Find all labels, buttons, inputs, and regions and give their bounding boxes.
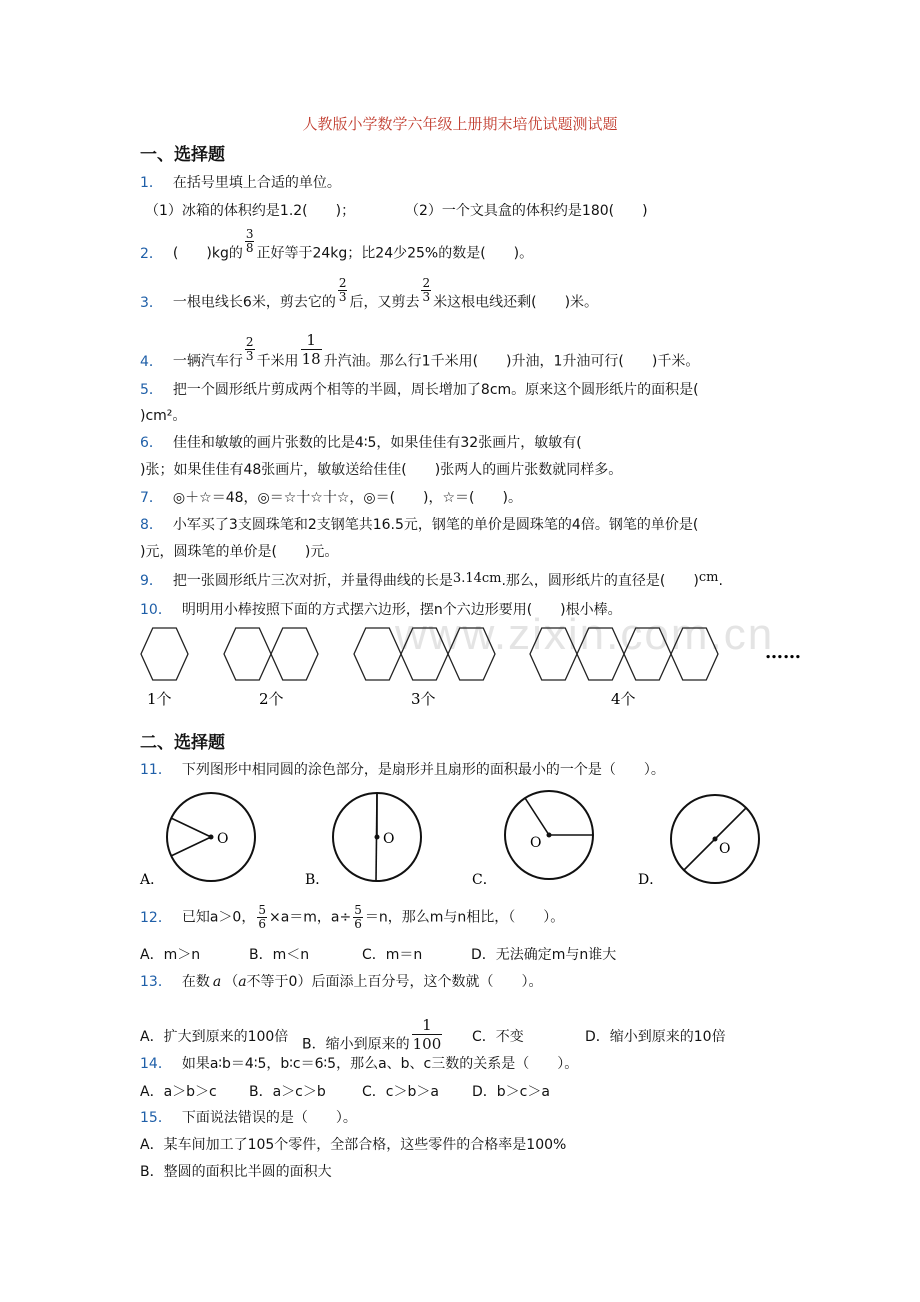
question-10 bbox=[140, 599, 622, 619]
option-c: C．不变 bbox=[472, 1029, 524, 1045]
question-text: 一根电线长6米，剪去它的 bbox=[172, 294, 336, 311]
question-12 bbox=[140, 904, 564, 931]
hexagon-4-4 bbox=[671, 628, 718, 680]
question-number: 5． bbox=[140, 382, 163, 398]
center-label: O bbox=[217, 831, 229, 847]
question-14 bbox=[140, 1053, 578, 1073]
question-8-line-2: )元，圆珠笔的单价是( )元。 bbox=[140, 544, 339, 560]
variable: a bbox=[212, 974, 222, 990]
hexagon-3-3 bbox=[448, 628, 495, 680]
question-text: 在数 bbox=[181, 974, 210, 990]
circle-options-figure bbox=[135, 785, 775, 890]
option-c: C．m＝n bbox=[362, 947, 423, 963]
question-1 bbox=[140, 172, 341, 192]
fraction: $\frac{2}{3}$ bbox=[338, 276, 347, 304]
fraction: $\frac{5}{6}$ bbox=[354, 903, 362, 931]
hexagon-2-1 bbox=[224, 628, 271, 680]
option-a: A．m＞n bbox=[140, 947, 201, 963]
question-text: 下面说法错误的是（ ）。 bbox=[181, 1110, 357, 1126]
question-5-line-2: )cm²。 bbox=[140, 408, 187, 424]
question-number: 12． bbox=[140, 909, 172, 926]
center-label: O bbox=[719, 841, 731, 857]
fraction: $\frac{1}{100}$ bbox=[412, 1016, 442, 1053]
center-dot bbox=[713, 837, 718, 842]
question-3 bbox=[140, 276, 599, 316]
question-text: 佳佳和敏敏的画片张数的比是4∶5，如果佳佳有32张画片，敏敏有( bbox=[172, 435, 582, 451]
question-text-end: 升汽油。那么行1千米用( )升油，1升油可行( )千米。 bbox=[323, 353, 700, 370]
question-8 bbox=[140, 514, 698, 534]
radius-line bbox=[171, 818, 211, 837]
question-13 bbox=[140, 971, 542, 991]
question-text-end: 不等于0）后面添上百分号，这个数就（ ）。 bbox=[246, 974, 543, 990]
question-text: 把一张圆形纸片三次对折，并量得曲线的长是 bbox=[172, 573, 453, 589]
fraction: $\frac{2}{3}$ bbox=[245, 335, 254, 363]
question-15 bbox=[140, 1107, 357, 1127]
document-title: 人教版小学数学六年级上册期末培优试题测试题 bbox=[302, 115, 618, 133]
question-text-mid: ×a＝m，a÷ bbox=[268, 909, 352, 926]
question-text: 在括号里填上合适的单位。 bbox=[172, 175, 341, 191]
option-label-c: C． bbox=[472, 872, 497, 888]
option-a: A．a＞b＞c bbox=[140, 1084, 217, 1100]
question-number: 3． bbox=[140, 294, 163, 311]
option-b-text: B．缩小到原来的 bbox=[302, 1036, 410, 1053]
question-9 bbox=[140, 570, 723, 590]
question-1-part-1: （1）冰箱的体积约是1.2( )； bbox=[145, 203, 356, 219]
option-label-b: B． bbox=[305, 872, 330, 888]
question-number: 10． bbox=[140, 602, 172, 618]
question-text-end: ＝n，那么m与n相比，（ ）。 bbox=[364, 909, 565, 926]
hex-label-3: 3个 bbox=[411, 690, 436, 708]
question-number: 14． bbox=[140, 1056, 172, 1072]
question-text-mid: 后，又剪去 bbox=[349, 294, 420, 311]
fraction: $\frac{3}{8}$ bbox=[245, 227, 254, 255]
hexagon-figure bbox=[135, 620, 835, 715]
question-text: 把一个圆形纸片剪成两个相等的半圆，周长增加了8cm。原来这个圆形纸片的面积是( bbox=[172, 382, 699, 398]
question-1-part-2: （2）一个文具盒的体积约是180( ) bbox=[405, 203, 648, 219]
question-4 bbox=[140, 331, 700, 380]
question-number: 6． bbox=[140, 435, 163, 451]
question-5 bbox=[140, 379, 699, 399]
question-number: 1． bbox=[140, 175, 163, 191]
hexagon-3-2 bbox=[401, 628, 448, 680]
section-heading-1: 一、选择题 bbox=[140, 145, 225, 165]
hexagon-2-2 bbox=[271, 628, 318, 680]
hexagon-3-1 bbox=[354, 628, 401, 680]
hexagon-4-2 bbox=[577, 628, 624, 680]
center-dot bbox=[375, 835, 380, 840]
question-number: 13． bbox=[140, 974, 172, 990]
question-number: 11． bbox=[140, 762, 172, 778]
question-text: 下列图形中相同圆的涂色部分，是扇形并且扇形的面积最小的一个是（ ）。 bbox=[181, 762, 665, 778]
question-number: 2． bbox=[140, 245, 163, 262]
option-a: A．某车间加工了105个零件，全部合格，这些零件的合格率是100% bbox=[140, 1137, 567, 1153]
hexagon-4-3 bbox=[624, 628, 671, 680]
question-6-line-2: )张；如果佳佳有48张画片，敏敏送给佳佳( )张两人的画片张数就同样多。 bbox=[140, 462, 623, 478]
center-label: O bbox=[530, 835, 542, 851]
question-text: 已知a＞0， bbox=[181, 909, 256, 926]
option-c: C．c＞b＞a bbox=[362, 1084, 439, 1100]
question-2 bbox=[140, 227, 534, 267]
option-a: A．扩大到原来的100倍 bbox=[140, 1029, 289, 1045]
hexagon-4-1 bbox=[530, 628, 577, 680]
fraction: $\frac{2}{3}$ bbox=[422, 276, 431, 304]
question-number: 15． bbox=[140, 1110, 172, 1126]
question-text-mid: 千米用 bbox=[256, 353, 299, 370]
center-label: O bbox=[383, 831, 395, 847]
question-number: 7． bbox=[140, 490, 163, 506]
radius-line bbox=[171, 837, 211, 856]
question-text-mid: .那么，圆形纸片的直径是( ) bbox=[501, 573, 699, 589]
radius-line bbox=[525, 798, 549, 835]
section-heading-2: 二、选择题 bbox=[140, 733, 225, 753]
center-dot bbox=[209, 835, 214, 840]
question-text: 明明用小棒按照下面的方式摆六边形，摆n个六边形要用( )根小棒。 bbox=[181, 602, 622, 618]
option-label-d: D． bbox=[638, 872, 664, 888]
question-7 bbox=[140, 487, 522, 507]
hex-label-4: 4个 bbox=[611, 690, 636, 708]
option-b: B．a＞c＞b bbox=[249, 1084, 326, 1100]
question-number: 9． bbox=[140, 573, 163, 589]
question-number: 4． bbox=[140, 353, 163, 370]
question-text: 小军买了3支圆珠笔和2支钢笔共16.5元，钢笔的单价是圆珠笔的4倍。钢笔的单价是( bbox=[172, 517, 699, 533]
option-d: D．b＞c＞a bbox=[472, 1084, 550, 1100]
question-text: ◎＋☆＝48，◎＝☆十☆十☆，◎＝( )，☆＝( )。 bbox=[172, 490, 522, 506]
measure-value: 3.14cm bbox=[452, 571, 502, 586]
hex-label-1: 1个 bbox=[147, 690, 172, 708]
hexagon-1-1 bbox=[141, 628, 188, 680]
option-d: D．缩小到原来的10倍 bbox=[585, 1029, 726, 1045]
option-label-a: A． bbox=[140, 872, 165, 888]
question-text-end: . bbox=[718, 573, 723, 589]
question-text-mid: （ bbox=[224, 974, 239, 990]
unit: cm bbox=[698, 570, 719, 585]
question-number: 8． bbox=[140, 517, 163, 533]
hex-label-2: 2个 bbox=[259, 690, 284, 708]
variable: a bbox=[238, 974, 247, 990]
question-text-end: 米这根电线还剩( )米。 bbox=[433, 294, 599, 311]
question-6 bbox=[140, 432, 582, 452]
question-text: ( )kg的 bbox=[172, 245, 243, 262]
option-b: B．m＜n bbox=[249, 947, 310, 963]
fraction: $\frac{5}{6}$ bbox=[258, 903, 266, 931]
center-dot bbox=[547, 833, 552, 838]
watermark: www.zixin.com.cn bbox=[395, 610, 775, 659]
question-text: 一辆汽车行 bbox=[172, 353, 243, 370]
continuation-dots: …… bbox=[765, 642, 801, 663]
option-d: D．无法确定m与n谁大 bbox=[471, 947, 617, 963]
option-b: B．整圆的面积比半圆的面积大 bbox=[140, 1164, 332, 1180]
fraction: $\frac{1}{18}$ bbox=[301, 331, 321, 368]
question-text: 如果a∶b＝4∶5，b∶c＝6∶5，那么a、b、c三数的关系是（ ）。 bbox=[181, 1056, 579, 1072]
question-text-end: 正好等于24kg；比24少25%的数是( )。 bbox=[256, 245, 534, 262]
question-11 bbox=[140, 759, 665, 779]
